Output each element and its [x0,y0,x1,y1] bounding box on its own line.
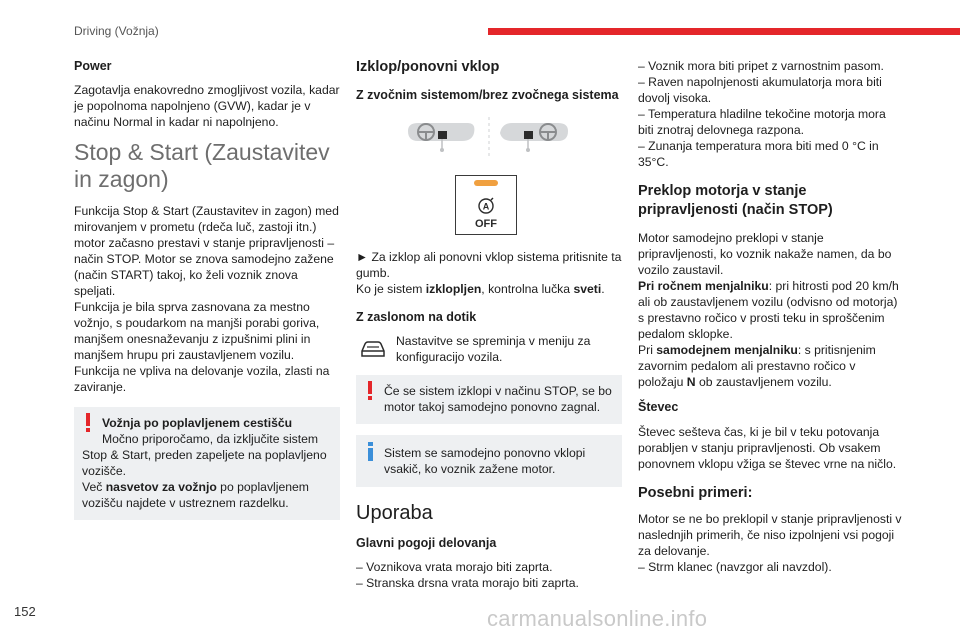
manual-gearbox-text: Pri ročnem menjalniku: pri hitrosti pod 20 km/h ali ob zaustavljenem vozilu (odvisno od motorja) s prestavno ročico v prosti teku in sproščenim pedalom sklopke. [638,279,899,341]
off-on-heading: Izklop/ponovni vklop [356,59,500,75]
flood-warning-title: Vožnja po poplavljenem cestišču [102,416,293,430]
auto-off-icon [455,175,517,235]
stop-start-text-3: Funkcija ne vpliva na delovanje vozila, zlasti na zaviranje. [74,364,330,394]
touchscreen-hint [356,333,622,365]
header-section-label: Driving (Vožnja) [74,24,159,38]
flood-warning-more-bold: nasvetov za vožnjo [105,480,217,494]
auto-letter: A [482,201,490,212]
flood-warning-text: Močno priporočamo, da izključite sistem Stop & Start, preden zapeljete na poplavljeno vozišče. [82,432,327,478]
counter-text: Števec sešteva čas, ki je bil v teku potovanja porabljen v stanju pripravljenosti. Ob vsakem ponovnem vklopu vžiga se števec vrne na ničlo. [638,425,897,471]
stop-start-text-2: Funkcija je bila sprva zasnovana za mestno vožnjo, s poudarkom na manjši porabi goriva, manjšem onesnaževanju z izpušnimi plini in manjšem hrupu pri zaustavljenem vozilu. [74,300,320,362]
standby-text: Motor samodejno preklopi v stanje pripravljenosti, ko voznik nakaže namen, da bo vozilo zaustavil. [638,231,892,277]
special-cases-heading: Posebni primeri: [638,485,753,501]
condition-item: – Raven napolnjenosti akumulatorja mora biti dovolj visoka. [638,75,882,105]
warning-exclamation-icon [368,381,372,400]
power-text: Zagotavlja enakovredno zmogljivost vozila, kadar je popolnoma napolnjeno (GVW), kadar je v načinu Normal in kadar ni napolnjeno. [74,83,340,129]
power-heading: Power [74,59,112,73]
usage-heading: Uporaba [356,502,433,524]
touchscreen-hint-text: Nastavitve se spreminja v meniju za konfiguracijo vozila. [396,334,591,364]
auto-reactivate-info-box [356,435,622,487]
watermark-text: carmanualsonline.info [487,606,708,631]
stop-start-text-1: Funkcija Stop & Start (Zaustavitev in zagon) med mirovanjem v prometu (rdeča luč, zastoji itn.) motor začasno prestavi v stanje pripravljenosti – način STOP. Motor se znova samodejno zažene (način START) takoj, ko želi voznik znova speljati. [74,204,339,298]
touchscreen-heading: Z zaslonom na dotik [356,310,477,324]
standby-heading: Preklop motorja v stanje pripravljenosti (način STOP) [638,183,833,218]
stop-start-heading: Stop & Start (Zaustavitev in zagon) [74,139,330,192]
auto-gearbox-text: Pri samodejnem menjalniku: s pritisnjenim zavornim pedalom ali prestavno ročico v položaju N ob zaustavljenem vozilu. [638,343,876,389]
audio-system-subheading: Z zvočnim sistemom/brez zvočnega sistema [356,88,619,102]
dashboard-button-location-icon [356,113,622,165]
header-accent-bar [488,28,960,35]
info-icon [368,442,373,461]
stop-start-off-button-illustration [455,175,517,235]
condition-item: – Stranska drsna vrata morajo biti zaprta. [356,576,579,590]
counter-heading: Števec [638,400,679,414]
restart-warning-box [356,375,622,424]
flood-warning-more-pre: Več [82,480,106,494]
warning-exclamation-icon [86,413,90,432]
condition-item: – Zunanja temperatura mora biti med 0 °C in 35°C. [638,139,879,169]
off-instruction: ► Za izklop ali ponovni vklop sistema pritisnite ta gumb. [356,250,622,280]
off-label: OFF [475,218,497,230]
flood-warning-more-post: po poplavljenem vozišču najdete v ustreznem razdelku. [82,480,309,510]
special-cases-text: Motor se ne bo preklopil v stanje pripravljenosti v naslednjih primerih, če niso izpolnjeni vsi pogoji za delovanje. [638,512,902,558]
condition-item: – Voznik mora biti pripet z varnostnim pasom. [638,59,884,73]
off-status-text: Ko je sistem izklopljen, kontrolna lučka sveti. [356,282,605,296]
conditions-heading: Glavni pogoji delovanja [356,536,497,550]
flood-warning-box [74,407,340,520]
auto-reactivate-info-text: Sistem se samodejno ponovno vklopi vsakič, ko voznik zažene motor. [384,446,586,476]
special-case-item: – Strm klanec (navzgor ali navzdol). [638,560,832,574]
restart-warning-text: Če se sistem izklopi v načinu STOP, se bo motor takoj samodejno ponovno zagnal. [384,384,612,414]
column-right [638,58,904,575]
condition-item: – Voznikova vrata morajo biti zaprta. [356,560,553,574]
car-settings-icon [358,337,388,359]
condition-item: – Temperatura hladilne tekočine motorja mora biti znotraj delovnega razpona. [638,107,886,137]
page-number: 152 [14,604,36,619]
column-left [74,58,340,531]
column-middle [356,58,622,591]
dashboard-button-location-illustration [356,113,622,165]
